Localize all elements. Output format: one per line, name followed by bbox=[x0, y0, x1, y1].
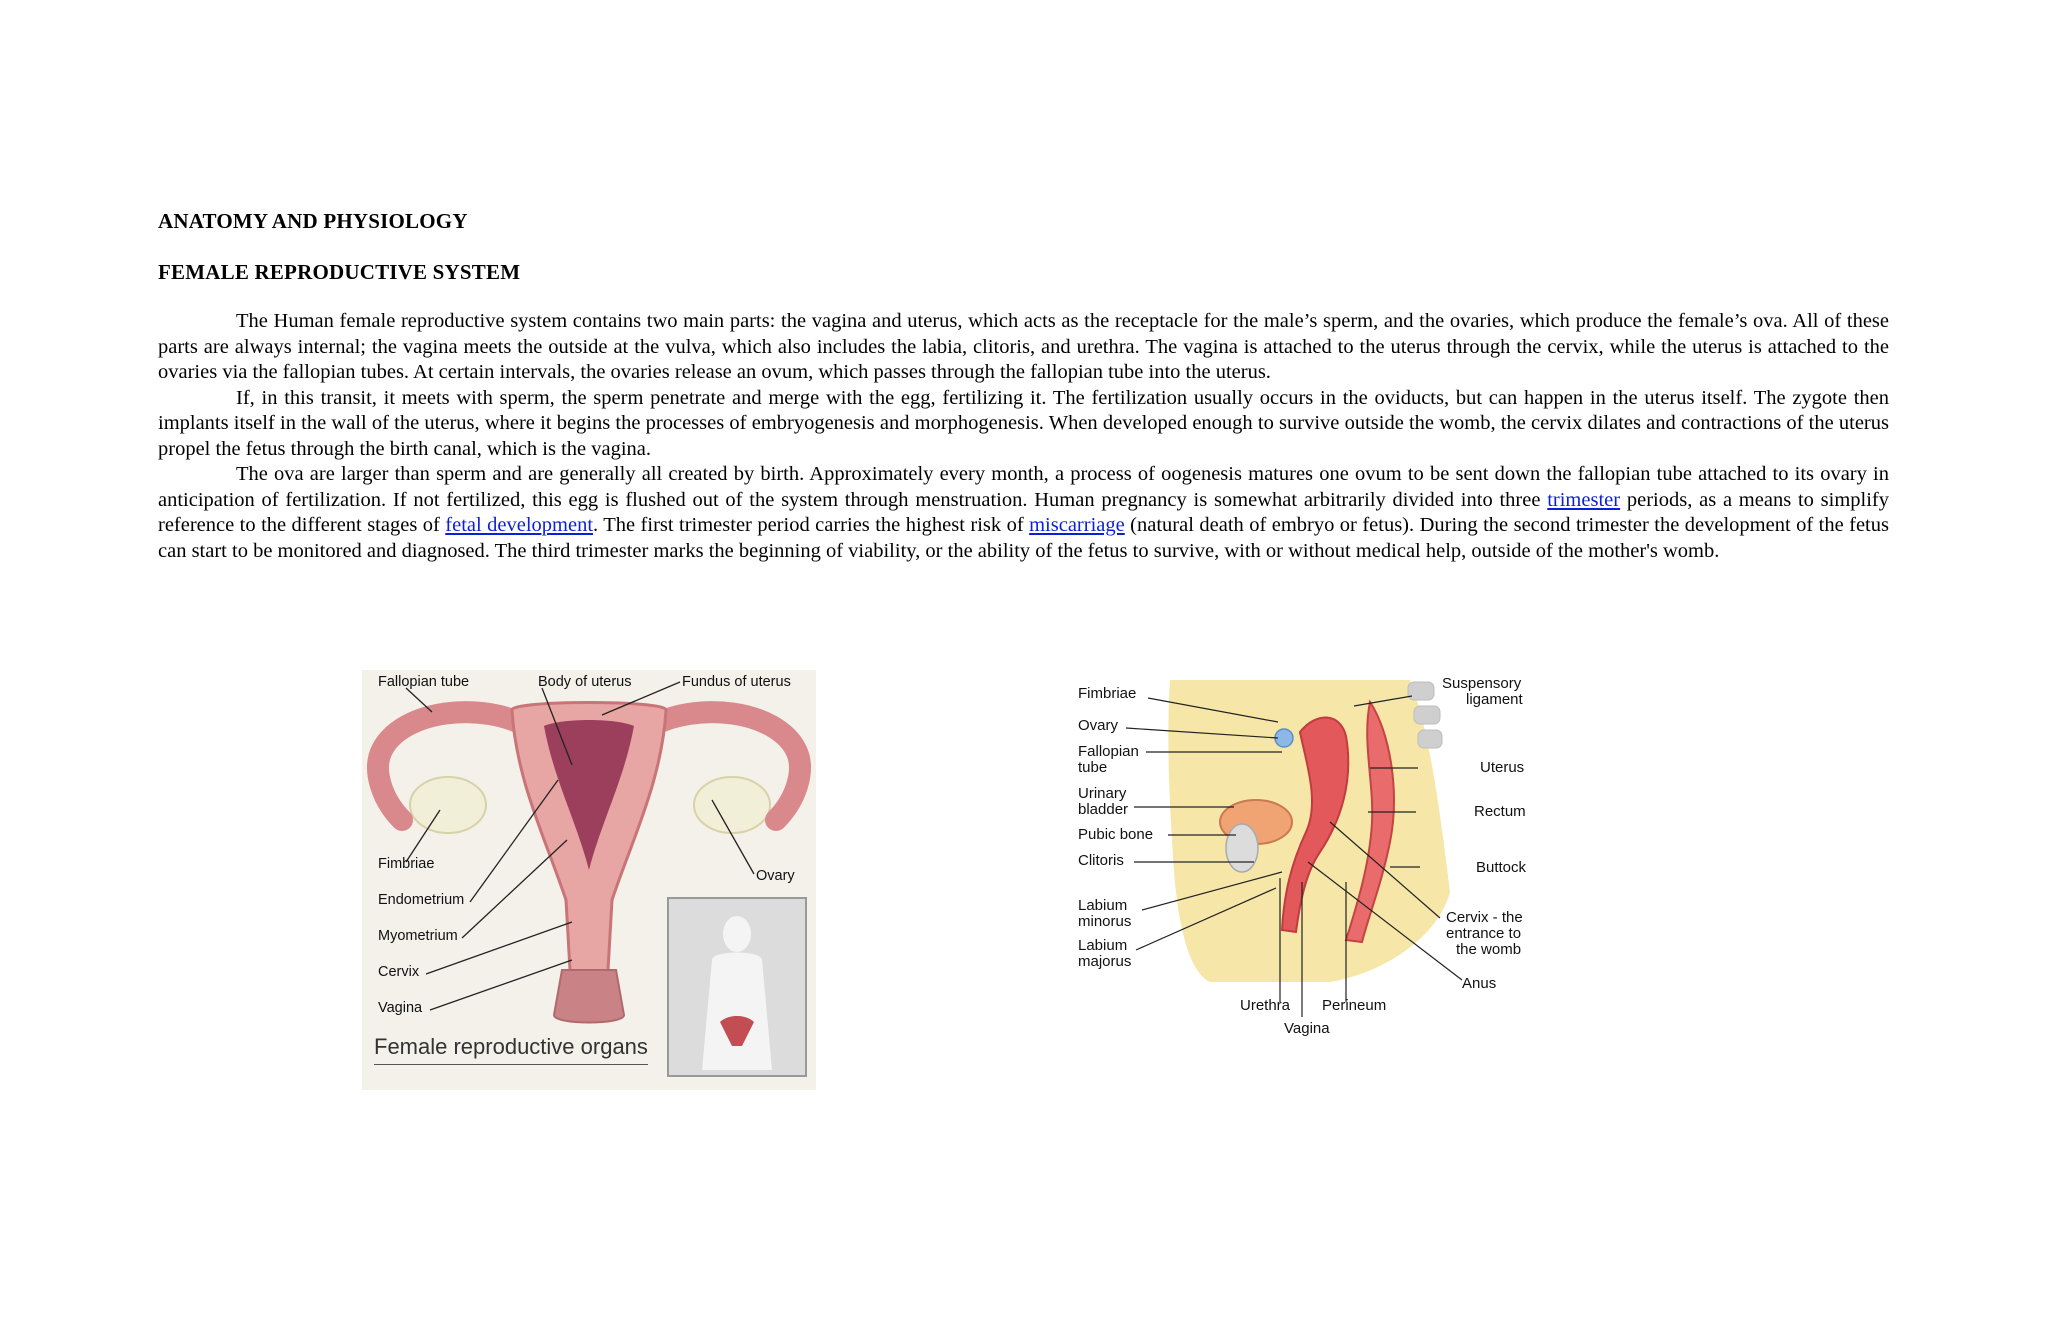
body-text bbox=[158, 309, 1889, 564]
pubic-bone-label: Pubic bone bbox=[1078, 826, 1154, 843]
document-title: ANATOMY AND PHYSIOLOGY bbox=[158, 209, 468, 233]
buttock-label: Buttock bbox=[1476, 859, 1527, 876]
fallopian-label-line2: tube bbox=[1078, 759, 1108, 776]
labium-minorus-label-line1: Labium bbox=[1078, 897, 1128, 914]
female-reproductive-organs-figure bbox=[362, 670, 816, 1090]
fetal-development-link[interactable]: fetal development bbox=[445, 514, 594, 536]
anus-label: Anus bbox=[1462, 975, 1497, 992]
sagittal-section-figure bbox=[1070, 672, 1540, 1044]
suspensory-label-line2: ligament bbox=[1466, 691, 1523, 708]
body-of-uterus-label: Body of uterus bbox=[538, 674, 632, 690]
ovary-label: Ovary bbox=[1078, 717, 1119, 734]
figure-caption: Female reproductive organs bbox=[374, 1034, 648, 1065]
paragraph-2: If, in this transit, it meets with sperm, the sperm penetrate and merge with the egg, fertilizing it. The fertilization usually occurs in the oviducts, but can happen in the uterus itself. The zygote then implants itself in the wall of the uterus, where it begins the processes of embryogenesis and morphogenesis. When developed enough to survive outside the womb, the cervix dilates and contractions of the uterus propel the fetus through the birth canal, which is the vagina. bbox=[158, 386, 1889, 460]
inset-head bbox=[723, 916, 751, 952]
fimbriae-label: Fimbriae bbox=[1078, 685, 1137, 702]
paragraph-3 bbox=[158, 462, 1889, 564]
section-heading: FEMALE REPRODUCTIVE SYSTEM bbox=[158, 260, 521, 284]
paragraph-3-text-4: (natural death of embryo or fetus). During the second trimester the development of the fetus can start to be monitored and diagnosed. The third trimester marks the beginning of viability, or the ability of the fetus to survive, with or without medical help, outside of the mother's womb. bbox=[158, 514, 1889, 562]
right-ovary-shape bbox=[694, 777, 770, 833]
rectum-label: Rectum bbox=[1474, 803, 1526, 820]
myometrium-label: Myometrium bbox=[378, 928, 458, 944]
vagina-label: Vagina bbox=[378, 1000, 423, 1016]
fundus-of-uterus-label: Fundus of uterus bbox=[682, 674, 791, 690]
urinary-label-line1: Urinary bbox=[1078, 785, 1127, 802]
vagina-label: Vagina bbox=[1284, 1020, 1330, 1037]
clitoris-label: Clitoris bbox=[1078, 852, 1124, 869]
fimbriae-label: Fimbriae bbox=[378, 856, 435, 872]
perineum-label: Perineum bbox=[1322, 997, 1387, 1014]
pubic-bone-shape bbox=[1226, 824, 1258, 872]
labium-minorus-label-line2: minorus bbox=[1078, 913, 1132, 930]
paragraph-3-text-2: periods, as a means to simplify reference to the different stages of bbox=[158, 488, 1889, 536]
cervix-label-line2: entrance to bbox=[1446, 925, 1522, 942]
endometrium-label: Endometrium bbox=[378, 892, 465, 908]
cervix-label: Cervix bbox=[378, 964, 420, 980]
paragraph-3-text-3: . The first trimester period carries the highest risk of bbox=[593, 514, 1030, 536]
vagina-shape bbox=[554, 970, 624, 1023]
cervix-label-line1: Cervix - the bbox=[1446, 909, 1523, 926]
inset-body bbox=[702, 953, 772, 1071]
cervix-label-line3: the womb bbox=[1456, 941, 1522, 958]
urinary-label-line2: bladder bbox=[1078, 801, 1129, 818]
urethra-label: Urethra bbox=[1240, 997, 1291, 1014]
paragraph-3-text-1: The ova are larger than sperm and are generally all created by birth. Approximately every month, a process of oogenesis matures one ovum to be sent down the fallopian tube attached to its ovary in anticipation of fertilization. If not fertilized, this egg is flushed out of the system through menstruation. Human pregnancy is somewhat arbitrarily divided into three bbox=[158, 463, 1889, 511]
left-ovary-shape bbox=[410, 777, 486, 833]
uterus-label: Uterus bbox=[1480, 759, 1525, 776]
fallopian-tube-label: Fallopian tube bbox=[378, 674, 470, 690]
uterus-illustration bbox=[362, 670, 816, 1090]
suspensory-label-line1: Suspensory bbox=[1442, 675, 1522, 692]
labium-majorus-label-line2: majorus bbox=[1078, 953, 1132, 970]
labium-majorus-label-line1: Labium bbox=[1078, 937, 1128, 954]
fallopian-label-line1: Fallopian bbox=[1078, 743, 1139, 760]
miscarriage-link[interactable]: miscarriage bbox=[1029, 514, 1125, 536]
paragraph-1: The Human female reproductive system contains two main parts: the vagina and uterus, which acts as the receptacle for the male’s sperm, and the ovaries, which produce the female’s ova. All of these parts are always internal; the vagina meets the outside at the vulva, which also includes the labia, clitoris, and urethra. The vagina is attached to the uterus through the cervix, while the uterus is attached to the ovaries via the fallopian tubes. At certain intervals, the ovaries release an ovum, which passes through the fallopian tube into the uterus. bbox=[158, 310, 1889, 383]
ovary-label: Ovary bbox=[756, 868, 795, 884]
trimester-link[interactable]: trimester bbox=[1547, 488, 1621, 511]
